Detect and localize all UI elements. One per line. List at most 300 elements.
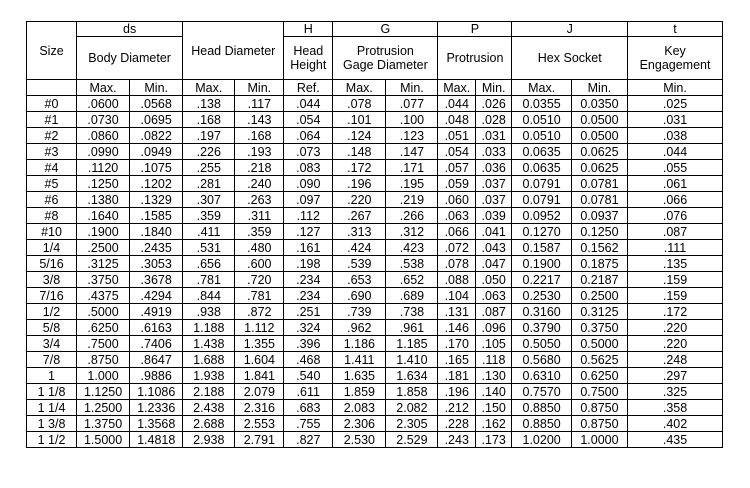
- value-cell: .7406: [130, 336, 183, 352]
- value-cell: 0.7570: [512, 384, 571, 400]
- value-cell: .039: [475, 208, 511, 224]
- value-cell: .7500: [77, 336, 130, 352]
- value-cell: 1.859: [333, 384, 386, 400]
- value-cell: .105: [475, 336, 511, 352]
- value-cell: 0.5000: [571, 336, 627, 352]
- value-cell: .531: [183, 240, 235, 256]
- limit-header: Max.: [77, 80, 130, 96]
- value-cell: .1250: [77, 176, 130, 192]
- value-cell: .468: [284, 352, 333, 368]
- value-cell: .147: [386, 144, 438, 160]
- value-cell: .234: [284, 288, 333, 304]
- size-cell: 1 3/8: [27, 416, 77, 432]
- value-cell: .6163: [130, 320, 183, 336]
- value-cell: .652: [386, 272, 438, 288]
- value-cell: .165: [438, 352, 476, 368]
- value-cell: .281: [183, 176, 235, 192]
- value-cell: 0.8750: [571, 416, 627, 432]
- value-cell: .324: [284, 320, 333, 336]
- value-cell: 2.530: [333, 432, 386, 448]
- table-row: [27, 112, 723, 128]
- value-cell: .539: [333, 256, 386, 272]
- name-header-row: [27, 37, 723, 80]
- value-cell: .118: [475, 352, 511, 368]
- value-cell: .313: [333, 224, 386, 240]
- value-cell: .1640: [77, 208, 130, 224]
- size-cell: #10: [27, 224, 77, 240]
- value-cell: .057: [438, 160, 476, 176]
- size-cell: 3/4: [27, 336, 77, 352]
- value-cell: 1.3568: [130, 416, 183, 432]
- value-cell: .961: [386, 320, 438, 336]
- size-cell: #2: [27, 128, 77, 144]
- value-cell: 0.8850: [512, 416, 571, 432]
- value-cell: .036: [475, 160, 511, 176]
- value-cell: .181: [438, 368, 476, 384]
- value-cell: .193: [235, 144, 284, 160]
- value-cell: .063: [438, 208, 476, 224]
- value-cell: .653: [333, 272, 386, 288]
- value-cell: .066: [438, 224, 476, 240]
- limit-header: Min.: [130, 80, 183, 96]
- value-cell: 1.841: [235, 368, 284, 384]
- value-cell: .048: [438, 112, 476, 128]
- value-cell: 1.938: [183, 368, 235, 384]
- screw-dimension-table: [26, 21, 723, 448]
- head-diameter-header: Head Diameter: [183, 22, 284, 80]
- size-cell: 5/16: [27, 256, 77, 272]
- table-row: [27, 288, 723, 304]
- value-cell: .435: [628, 432, 723, 448]
- value-cell: .140: [475, 384, 511, 400]
- value-cell: .060: [438, 192, 476, 208]
- value-cell: 0.5680: [512, 352, 571, 368]
- value-cell: 0.0500: [571, 128, 627, 144]
- value-cell: .063: [475, 288, 511, 304]
- size-cell: 1: [27, 368, 77, 384]
- value-cell: .0600: [77, 96, 130, 112]
- symbol-header-row: [27, 22, 723, 37]
- value-cell: 0.0510: [512, 112, 571, 128]
- value-cell: .088: [438, 272, 476, 288]
- size-cell: #3: [27, 144, 77, 160]
- value-cell: .051: [438, 128, 476, 144]
- value-cell: .1585: [130, 208, 183, 224]
- size-cell: #1: [27, 112, 77, 128]
- value-cell: .064: [284, 128, 333, 144]
- value-cell: 0.7500: [571, 384, 627, 400]
- value-cell: .037: [475, 176, 511, 192]
- value-cell: .054: [284, 112, 333, 128]
- value-cell: .076: [628, 208, 723, 224]
- size-cell: #6: [27, 192, 77, 208]
- value-cell: .600: [235, 256, 284, 272]
- value-cell: .267: [333, 208, 386, 224]
- value-cell: .1202: [130, 176, 183, 192]
- value-cell: .031: [628, 112, 723, 128]
- value-cell: .218: [235, 160, 284, 176]
- value-cell: .0822: [130, 128, 183, 144]
- value-cell: 0.0635: [512, 144, 571, 160]
- value-cell: .0695: [130, 112, 183, 128]
- value-cell: 0.0350: [571, 96, 627, 112]
- value-cell: .755: [284, 416, 333, 432]
- limit-header: Min.: [475, 80, 511, 96]
- value-cell: 1.438: [183, 336, 235, 352]
- value-cell: .228: [438, 416, 476, 432]
- value-cell: 2.791: [235, 432, 284, 448]
- value-cell: 0.0355: [512, 96, 571, 112]
- value-cell: .226: [183, 144, 235, 160]
- value-cell: .325: [628, 384, 723, 400]
- size-header: Size: [27, 22, 77, 80]
- size-cell: 1/4: [27, 240, 77, 256]
- value-cell: .1900: [77, 224, 130, 240]
- value-cell: .240: [235, 176, 284, 192]
- value-cell: .212: [438, 400, 476, 416]
- value-cell: .050: [475, 272, 511, 288]
- value-cell: .656: [183, 256, 235, 272]
- value-cell: .4294: [130, 288, 183, 304]
- value-cell: 1.858: [386, 384, 438, 400]
- table-row: [27, 256, 723, 272]
- value-cell: .962: [333, 320, 386, 336]
- value-cell: .738: [386, 304, 438, 320]
- value-cell: 1.112: [235, 320, 284, 336]
- value-cell: .195: [386, 176, 438, 192]
- value-cell: .251: [284, 304, 333, 320]
- value-cell: .083: [284, 160, 333, 176]
- value-cell: 0.0937: [571, 208, 627, 224]
- value-cell: 0.3160: [512, 304, 571, 320]
- value-cell: 1.5000: [77, 432, 130, 448]
- size-cell: #4: [27, 160, 77, 176]
- value-cell: .872: [235, 304, 284, 320]
- value-cell: 0.0625: [571, 160, 627, 176]
- value-cell: .044: [628, 144, 723, 160]
- value-cell: .2435: [130, 240, 183, 256]
- value-cell: .480: [235, 240, 284, 256]
- value-cell: .402: [628, 416, 723, 432]
- value-cell: .087: [475, 304, 511, 320]
- value-cell: 2.079: [235, 384, 284, 400]
- value-cell: .171: [386, 160, 438, 176]
- size-cell: 1 1/2: [27, 432, 77, 448]
- value-cell: 0.2530: [512, 288, 571, 304]
- value-cell: .8750: [77, 352, 130, 368]
- value-cell: .173: [475, 432, 511, 448]
- value-cell: .266: [386, 208, 438, 224]
- limit-header: Max.: [183, 80, 235, 96]
- table-row: [27, 208, 723, 224]
- table-row: [27, 96, 723, 112]
- value-cell: .038: [628, 128, 723, 144]
- value-cell: .150: [475, 400, 511, 416]
- value-cell: .112: [284, 208, 333, 224]
- value-cell: .044: [438, 96, 476, 112]
- value-cell: 0.5050: [512, 336, 571, 352]
- size-cell: #0: [27, 96, 77, 112]
- table-row: [27, 384, 723, 400]
- table-row: [27, 416, 723, 432]
- value-cell: .055: [628, 160, 723, 176]
- value-cell: 0.3750: [571, 320, 627, 336]
- value-cell: .1380: [77, 192, 130, 208]
- size-cell: 1 1/8: [27, 384, 77, 400]
- value-cell: .297: [628, 368, 723, 384]
- value-cell: 0.1562: [571, 240, 627, 256]
- value-cell: .172: [333, 160, 386, 176]
- value-cell: .104: [438, 288, 476, 304]
- value-cell: .090: [284, 176, 333, 192]
- value-cell: .025: [628, 96, 723, 112]
- protrusion-gage-diameter-header: Protrusion Gage Diameter: [333, 37, 438, 80]
- value-cell: 0.8750: [571, 400, 627, 416]
- value-cell: .739: [333, 304, 386, 320]
- value-cell: 1.1250: [77, 384, 130, 400]
- size-cell: 7/16: [27, 288, 77, 304]
- value-cell: 2.938: [183, 432, 235, 448]
- value-cell: .096: [475, 320, 511, 336]
- value-cell: .143: [235, 112, 284, 128]
- value-cell: 0.1250: [571, 224, 627, 240]
- value-cell: .168: [183, 112, 235, 128]
- value-cell: .1329: [130, 192, 183, 208]
- value-cell: 0.0625: [571, 144, 627, 160]
- value-cell: .263: [235, 192, 284, 208]
- value-cell: .037: [475, 192, 511, 208]
- value-cell: 0.5625: [571, 352, 627, 368]
- value-cell: .041: [475, 224, 511, 240]
- value-cell: .844: [183, 288, 235, 304]
- value-cell: .720: [235, 272, 284, 288]
- value-cell: .6250: [77, 320, 130, 336]
- value-cell: 1.0200: [512, 432, 571, 448]
- value-cell: 1.185: [386, 336, 438, 352]
- value-cell: .073: [284, 144, 333, 160]
- size-cell: 1/2: [27, 304, 77, 320]
- table-row: [27, 352, 723, 368]
- value-cell: .127: [284, 224, 333, 240]
- value-cell: 0.0510: [512, 128, 571, 144]
- value-cell: .161: [284, 240, 333, 256]
- value-cell: .196: [333, 176, 386, 192]
- value-cell: .097: [284, 192, 333, 208]
- value-cell: .028: [475, 112, 511, 128]
- value-cell: 0.0791: [512, 176, 571, 192]
- value-cell: .0949: [130, 144, 183, 160]
- value-cell: .117: [235, 96, 284, 112]
- value-cell: .026: [475, 96, 511, 112]
- value-cell: .061: [628, 176, 723, 192]
- value-cell: 0.3790: [512, 320, 571, 336]
- limit-header: Min.: [235, 80, 284, 96]
- table-row: [27, 320, 723, 336]
- value-cell: .0568: [130, 96, 183, 112]
- limit-header: Max.: [333, 80, 386, 96]
- value-cell: 2.083: [333, 400, 386, 416]
- value-cell: 0.1875: [571, 256, 627, 272]
- table-row: [27, 192, 723, 208]
- table-row: [27, 272, 723, 288]
- value-cell: .198: [284, 256, 333, 272]
- ds-symbol: ds: [77, 22, 183, 37]
- value-cell: .219: [386, 192, 438, 208]
- value-cell: .3750: [77, 272, 130, 288]
- value-cell: .196: [438, 384, 476, 400]
- value-cell: .4375: [77, 288, 130, 304]
- limit-header: Max.: [438, 80, 476, 96]
- table-row: [27, 144, 723, 160]
- size-cell: 5/8: [27, 320, 77, 336]
- value-cell: .066: [628, 192, 723, 208]
- value-cell: 2.305: [386, 416, 438, 432]
- limit-header-row: [27, 80, 723, 96]
- value-cell: .683: [284, 400, 333, 416]
- value-cell: .043: [475, 240, 511, 256]
- size-cell: #8: [27, 208, 77, 224]
- value-cell: .077: [386, 96, 438, 112]
- value-cell: .938: [183, 304, 235, 320]
- value-cell: .033: [475, 144, 511, 160]
- value-cell: .078: [333, 96, 386, 112]
- value-cell: .411: [183, 224, 235, 240]
- value-cell: 1.1086: [130, 384, 183, 400]
- value-cell: 1.635: [333, 368, 386, 384]
- value-cell: 1.2336: [130, 400, 183, 416]
- protrusion-header: Protrusion: [438, 37, 512, 80]
- value-cell: 1.634: [386, 368, 438, 384]
- value-cell: .170: [438, 336, 476, 352]
- table-body: [27, 96, 723, 448]
- value-cell: .1120: [77, 160, 130, 176]
- value-cell: 2.316: [235, 400, 284, 416]
- value-cell: .054: [438, 144, 476, 160]
- value-cell: 0.8850: [512, 400, 571, 416]
- table-row: [27, 128, 723, 144]
- size-cell: 1 1/4: [27, 400, 77, 416]
- value-cell: .162: [475, 416, 511, 432]
- p-symbol: P: [438, 22, 512, 37]
- value-cell: .159: [628, 288, 723, 304]
- value-cell: 2.082: [386, 400, 438, 416]
- value-cell: 0.0781: [571, 176, 627, 192]
- t-symbol: t: [628, 22, 723, 37]
- value-cell: 2.188: [183, 384, 235, 400]
- value-cell: .148: [333, 144, 386, 160]
- value-cell: .047: [475, 256, 511, 272]
- value-cell: .311: [235, 208, 284, 224]
- table-row: [27, 336, 723, 352]
- size-cell: 3/8: [27, 272, 77, 288]
- value-cell: .078: [438, 256, 476, 272]
- value-cell: 1.186: [333, 336, 386, 352]
- value-cell: .044: [284, 96, 333, 112]
- value-cell: .781: [183, 272, 235, 288]
- table-row: [27, 176, 723, 192]
- limit-header: Min.: [571, 80, 627, 96]
- value-cell: .540: [284, 368, 333, 384]
- value-cell: 1.3750: [77, 416, 130, 432]
- value-cell: .172: [628, 304, 723, 320]
- table-row: [27, 224, 723, 240]
- value-cell: .8647: [130, 352, 183, 368]
- j-symbol: J: [512, 22, 628, 37]
- limit-header: Ref.: [284, 80, 333, 96]
- value-cell: .131: [438, 304, 476, 320]
- value-cell: 1.355: [235, 336, 284, 352]
- table-row: [27, 432, 723, 448]
- value-cell: .0990: [77, 144, 130, 160]
- table-row: [27, 368, 723, 384]
- value-cell: 0.6250: [571, 368, 627, 384]
- value-cell: .123: [386, 128, 438, 144]
- g-symbol: G: [333, 22, 438, 37]
- size-subheader-blank: [27, 80, 77, 96]
- value-cell: .307: [183, 192, 235, 208]
- value-cell: .538: [386, 256, 438, 272]
- value-cell: .138: [183, 96, 235, 112]
- value-cell: .087: [628, 224, 723, 240]
- value-cell: .1840: [130, 224, 183, 240]
- value-cell: .611: [284, 384, 333, 400]
- value-cell: 0.1270: [512, 224, 571, 240]
- value-cell: .2500: [77, 240, 130, 256]
- value-cell: .423: [386, 240, 438, 256]
- limit-header: Min.: [628, 80, 723, 96]
- value-cell: .031: [475, 128, 511, 144]
- value-cell: .9886: [130, 368, 183, 384]
- value-cell: .255: [183, 160, 235, 176]
- value-cell: 0.0791: [512, 192, 571, 208]
- value-cell: 0.2500: [571, 288, 627, 304]
- value-cell: .690: [333, 288, 386, 304]
- value-cell: 2.438: [183, 400, 235, 416]
- value-cell: 1.000: [77, 368, 130, 384]
- value-cell: .424: [333, 240, 386, 256]
- table-row: [27, 160, 723, 176]
- value-cell: 0.2187: [571, 272, 627, 288]
- value-cell: 2.688: [183, 416, 235, 432]
- value-cell: .159: [628, 272, 723, 288]
- value-cell: 2.306: [333, 416, 386, 432]
- value-cell: .248: [628, 352, 723, 368]
- table-row: [27, 240, 723, 256]
- value-cell: 0.0781: [571, 192, 627, 208]
- value-cell: .220: [333, 192, 386, 208]
- value-cell: .0730: [77, 112, 130, 128]
- value-cell: .124: [333, 128, 386, 144]
- value-cell: 2.553: [235, 416, 284, 432]
- h-symbol: H: [284, 22, 333, 37]
- value-cell: 0.0500: [571, 112, 627, 128]
- size-cell: #5: [27, 176, 77, 192]
- value-cell: .100: [386, 112, 438, 128]
- value-cell: 1.188: [183, 320, 235, 336]
- value-cell: .130: [475, 368, 511, 384]
- value-cell: .101: [333, 112, 386, 128]
- value-cell: .781: [235, 288, 284, 304]
- value-cell: .0860: [77, 128, 130, 144]
- value-cell: 0.6310: [512, 368, 571, 384]
- value-cell: 1.4818: [130, 432, 183, 448]
- value-cell: 0.2217: [512, 272, 571, 288]
- value-cell: .059: [438, 176, 476, 192]
- value-cell: .243: [438, 432, 476, 448]
- value-cell: .1075: [130, 160, 183, 176]
- key-engagement-header: Key Engagement: [628, 37, 723, 80]
- value-cell: .3678: [130, 272, 183, 288]
